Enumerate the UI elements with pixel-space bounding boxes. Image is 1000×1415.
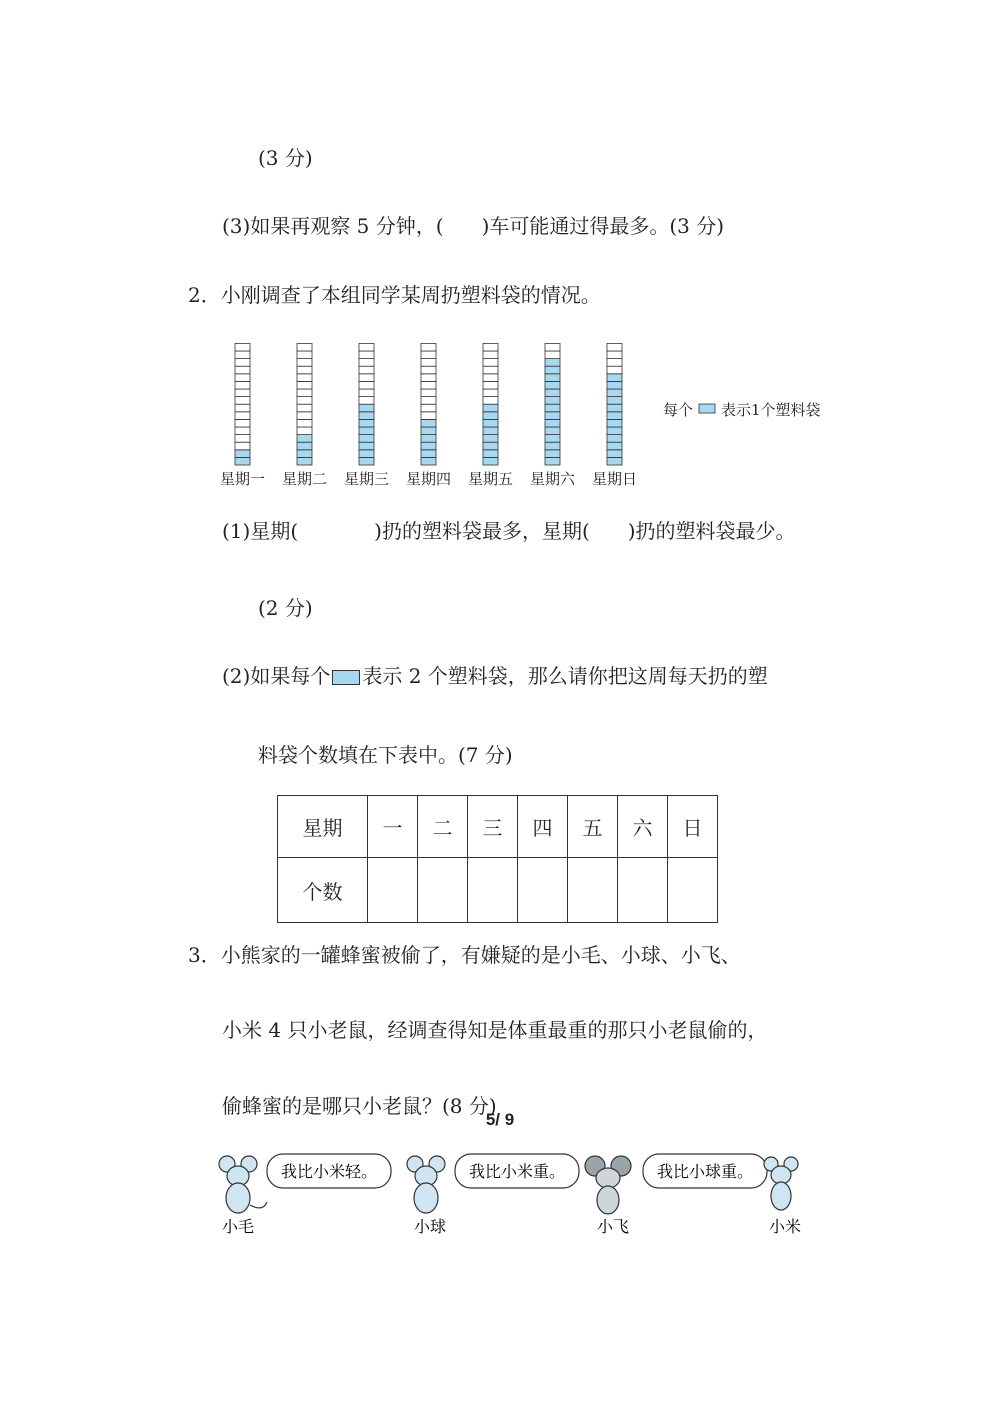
count-input-cell[interactable]	[518, 858, 568, 923]
bar-empty-cell	[483, 366, 498, 374]
bar-empty-cell	[483, 343, 498, 351]
bar-filled-cell	[359, 404, 374, 412]
question-3-line-1: 3．小熊家的一罐蜂蜜被偷了，有嫌疑的是小毛、小球、小飞、	[188, 943, 741, 967]
bar-filled-cell	[359, 412, 374, 420]
legend-prefix: 每个	[663, 401, 694, 419]
bar-column	[297, 343, 312, 465]
bar-filled-cell	[607, 389, 622, 397]
bar-empty-cell	[297, 397, 312, 405]
bar-empty-cell	[359, 351, 374, 359]
table-row	[278, 858, 718, 923]
bar-empty-cell	[235, 374, 250, 382]
bar-empty-cell	[359, 366, 374, 374]
bar-empty-cell	[235, 419, 250, 427]
bar-filled-cell	[607, 404, 622, 412]
bar-filled-cell	[545, 397, 560, 405]
question-3-line-2: 小米 4 只小老鼠，经调查得知是体重最重的那只小老鼠偷的，	[222, 1018, 768, 1042]
question-2-part-2-cont: 料袋个数填在下表中。(7 分)	[258, 743, 513, 767]
bar-filled-cell	[235, 457, 250, 465]
bar-filled-cell	[421, 435, 436, 443]
count-input-cell[interactable]	[468, 858, 518, 923]
bar-empty-cell	[235, 389, 250, 397]
table-day-cell: 六	[618, 796, 668, 858]
table-day-cell: 五	[568, 796, 618, 858]
bar-filled-cell	[545, 419, 560, 427]
bar-empty-cell	[421, 343, 436, 351]
bar-empty-cell	[607, 351, 622, 359]
bar-filled-cell	[359, 450, 374, 458]
question-2-part-2	[222, 661, 768, 691]
question-3-line-3: 偷蜂蜜的是哪只小老鼠？(8 分)	[222, 1094, 497, 1118]
bar-empty-cell	[235, 435, 250, 443]
legend-suffix: 表示1个塑料袋	[721, 401, 821, 419]
bar-filled-cell	[545, 359, 560, 367]
x-tick-label: 星期三	[343, 470, 390, 488]
mouse-xiaomi-figure	[764, 1157, 798, 1210]
plastic-bag-chart	[205, 335, 835, 495]
mouse-xiaofei-figure	[585, 1156, 631, 1214]
bar-empty-cell	[235, 366, 250, 374]
bar-empty-cell	[297, 412, 312, 420]
bar-filled-cell	[545, 450, 560, 458]
q2-2-text-a: (2)如果每个	[222, 664, 331, 688]
bar-filled-cell	[483, 404, 498, 412]
bar-empty-cell	[297, 359, 312, 367]
speech-xiaomao: 我比小米轻。	[280, 1162, 378, 1181]
bar-filled-cell	[545, 389, 560, 397]
x-tick-label: 星期一	[219, 470, 266, 488]
mouse-name-xiaomao: 小毛	[221, 1217, 255, 1236]
bar-empty-cell	[483, 397, 498, 405]
table-row	[278, 796, 718, 858]
bar-filled-cell	[483, 442, 498, 450]
question-2-title: 2．小刚调查了本组同学某周扔塑料袋的情况。	[188, 283, 601, 307]
score-line-2: (2 分)	[258, 596, 313, 620]
bar-empty-cell	[359, 397, 374, 405]
bar-filled-cell	[359, 419, 374, 427]
table-day-cell: 日	[668, 796, 718, 858]
bar-empty-cell	[235, 412, 250, 420]
bar-empty-cell	[483, 374, 498, 382]
bar-filled-cell	[421, 457, 436, 465]
bar-empty-cell	[297, 427, 312, 435]
bar-empty-cell	[483, 381, 498, 389]
fill-in-table	[277, 795, 718, 923]
bar-empty-cell	[421, 381, 436, 389]
bar-filled-cell	[545, 366, 560, 374]
bar-empty-cell	[297, 351, 312, 359]
question-1-part-3	[222, 211, 724, 241]
x-tick-label: 星期四	[405, 470, 452, 488]
bar-empty-cell	[545, 343, 560, 351]
bar-filled-cell	[297, 457, 312, 465]
score-line-1: (3 分)	[258, 146, 313, 170]
count-input-cell[interactable]	[668, 858, 718, 923]
x-tick-label: 星期六	[529, 470, 576, 488]
bar-filled-cell	[297, 435, 312, 443]
bar-empty-cell	[235, 359, 250, 367]
q2-2-text-b: 表示 2 个塑料袋，那么请你把这周每天扔的塑	[362, 664, 768, 688]
speech-xiaofei: 我比小球重。	[656, 1162, 754, 1181]
bar-empty-cell	[235, 351, 250, 359]
q2-1-text-b: )扔的塑料袋最多，星期(	[374, 519, 590, 543]
count-input-cell[interactable]	[368, 858, 418, 923]
bar-empty-cell	[235, 404, 250, 412]
bar-filled-cell	[545, 442, 560, 450]
mouse-name-xiaomi: 小米	[768, 1217, 802, 1236]
bar-filled-cell	[359, 442, 374, 450]
bar-empty-cell	[297, 374, 312, 382]
bar-filled-cell	[545, 412, 560, 420]
bar-empty-cell	[359, 359, 374, 367]
bar-empty-cell	[297, 366, 312, 374]
bar-filled-cell	[607, 450, 622, 458]
mice-illustration	[215, 1150, 815, 1245]
bar-filled-cell	[545, 381, 560, 389]
bar-empty-cell	[483, 389, 498, 397]
bar-empty-cell	[421, 389, 436, 397]
bar-empty-cell	[359, 374, 374, 382]
bar-filled-cell	[359, 457, 374, 465]
table-day-cell: 三	[468, 796, 518, 858]
bar-empty-cell	[359, 381, 374, 389]
bar-empty-cell	[421, 397, 436, 405]
bar-empty-cell	[483, 359, 498, 367]
bar-filled-cell	[607, 412, 622, 420]
bar-column	[483, 343, 498, 465]
mouse-name-xiaofei: 小飞	[596, 1217, 630, 1236]
bar-empty-cell	[421, 359, 436, 367]
bar-empty-cell	[607, 366, 622, 374]
bar-empty-cell	[421, 366, 436, 374]
bar-filled-cell	[421, 427, 436, 435]
legend-swatch	[699, 404, 715, 413]
q1-3-text-a: (3)如果再观察 5 分钟，(	[222, 214, 444, 238]
bar-filled-cell	[421, 450, 436, 458]
bar-empty-cell	[421, 351, 436, 359]
bar-empty-cell	[545, 351, 560, 359]
bar-filled-cell	[297, 442, 312, 450]
bar-filled-cell	[483, 412, 498, 420]
bar-column	[607, 343, 622, 465]
bar-empty-cell	[235, 427, 250, 435]
q1-3-text-b: )车可能通过得最多。(3 分)	[481, 214, 725, 238]
count-input-cell[interactable]	[568, 858, 618, 923]
bar-empty-cell	[421, 374, 436, 382]
speech-bubble	[267, 1154, 391, 1188]
bar-filled-cell	[607, 442, 622, 450]
bar-empty-cell	[297, 404, 312, 412]
bar-empty-cell	[607, 343, 622, 351]
bar-filled-cell	[483, 427, 498, 435]
bar-filled-cell	[607, 427, 622, 435]
mouse-xiaomao-figure	[219, 1156, 267, 1213]
table-day-cell: 二	[418, 796, 468, 858]
bar-empty-cell	[235, 397, 250, 405]
bar-empty-cell	[421, 412, 436, 420]
bar-empty-cell	[235, 343, 250, 351]
question-2-part-1	[222, 516, 796, 546]
count-input-cell[interactable]	[618, 858, 668, 923]
mouse-xiaoqiu-figure	[407, 1156, 445, 1213]
bar-filled-cell	[421, 442, 436, 450]
q2-1-text-c: )扔的塑料袋最少。	[627, 519, 796, 543]
bar-empty-cell	[235, 381, 250, 389]
bar-empty-cell	[235, 442, 250, 450]
table-day-cell: 四	[518, 796, 568, 858]
x-tick-label: 星期五	[467, 470, 514, 488]
bar-empty-cell	[607, 359, 622, 367]
bar-filled-cell	[359, 435, 374, 443]
x-tick-label: 星期二	[281, 470, 328, 488]
bar-filled-cell	[297, 450, 312, 458]
mouse-name-xiaoqiu: 小球	[413, 1217, 447, 1236]
bar-empty-cell	[483, 351, 498, 359]
speech-xiaoqiu: 我比小米重。	[468, 1162, 566, 1181]
bar-filled-cell	[545, 457, 560, 465]
table-count-label: 个数	[278, 858, 368, 923]
page-number: 5/ 9	[485, 1110, 515, 1129]
bar-column	[421, 343, 436, 465]
bar-empty-cell	[359, 389, 374, 397]
table-header-label: 星期	[278, 796, 368, 858]
bar-filled-cell	[545, 374, 560, 382]
bar-filled-cell	[545, 435, 560, 443]
bar-empty-cell	[297, 389, 312, 397]
bar-filled-cell	[359, 427, 374, 435]
bar-filled-cell	[607, 397, 622, 405]
speech-bubble	[643, 1154, 767, 1188]
bar-filled-cell	[607, 419, 622, 427]
bar-column	[359, 343, 374, 465]
x-tick-label: 星期日	[591, 470, 638, 488]
bar-empty-cell	[297, 419, 312, 427]
blue-square-icon	[332, 670, 360, 685]
bar-filled-cell	[235, 450, 250, 458]
q2-1-text-a: (1)星期(	[222, 519, 299, 543]
bar-column	[545, 343, 560, 465]
bar-filled-cell	[421, 419, 436, 427]
bar-filled-cell	[545, 427, 560, 435]
bar-column	[235, 343, 250, 465]
speech-bubble	[455, 1154, 579, 1188]
bar-empty-cell	[421, 404, 436, 412]
bar-empty-cell	[297, 381, 312, 389]
bar-filled-cell	[607, 381, 622, 389]
bar-filled-cell	[483, 450, 498, 458]
bar-filled-cell	[607, 374, 622, 382]
bar-filled-cell	[607, 457, 622, 465]
bar-filled-cell	[483, 457, 498, 465]
bar-filled-cell	[607, 435, 622, 443]
table-day-cell: 一	[368, 796, 418, 858]
count-input-cell[interactable]	[418, 858, 468, 923]
bar-filled-cell	[483, 419, 498, 427]
bar-filled-cell	[545, 404, 560, 412]
bar-filled-cell	[483, 435, 498, 443]
bar-empty-cell	[297, 343, 312, 351]
bar-empty-cell	[359, 343, 374, 351]
